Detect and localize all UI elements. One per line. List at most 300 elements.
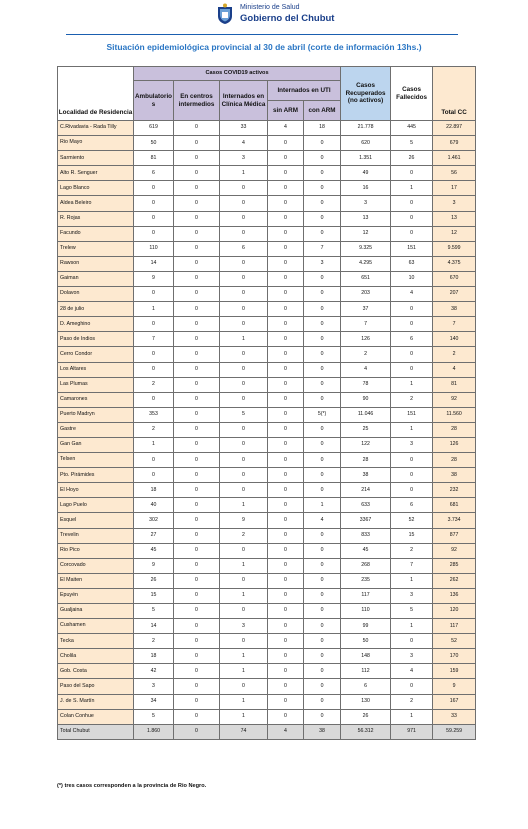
cell-intermediate: 0 [174,256,220,271]
table-row [58,151,476,166]
cell-clinic: 0 [220,256,268,271]
cell-recovered: 12 [341,226,391,241]
cell-deceased: 0 [391,166,433,181]
cell-uti-sin-arm: 0 [268,498,304,513]
cell-ambulatory: 14 [134,619,174,634]
table-row [58,437,476,452]
cell-locality: Gualjaina [58,604,134,619]
cell-uti-sin-arm: 0 [268,679,304,694]
cell-recovered: 633 [341,498,391,513]
cell-deceased: 1 [391,619,433,634]
cell-uti-con-arm: 0 [304,166,341,181]
cell-uti-sin-arm: 4 [268,121,304,136]
cell-uti-con-arm: 0 [304,468,341,483]
cell-uti-sin-arm: 0 [268,483,304,498]
cell-ambulatory: 9 [134,558,174,573]
header-con-arm: con ARM [304,101,341,121]
cell-locality: Lago Blanco [58,181,134,196]
cell-intermediate: 0 [174,634,220,649]
cell-deceased: 2 [391,694,433,709]
cell-uti-sin-arm: 0 [268,362,304,377]
cell-total-cc: 207 [433,287,476,302]
cell-uti-sin-arm: 0 [268,588,304,603]
cell-ambulatory: 18 [134,649,174,664]
cell-deceased: 3 [391,437,433,452]
table-row [58,332,476,347]
cell-uti-con-arm: 0 [304,709,341,724]
table-row [58,604,476,619]
total-row [58,724,476,739]
cell-locality: Trevelin [58,528,134,543]
cell-recovered: 25 [341,422,391,437]
cell-uti-con-arm: 0 [304,211,341,226]
cell-total-cc: 670 [433,271,476,286]
cell-uti-con-arm: 0 [304,604,341,619]
cell-intermediate: 0 [174,437,220,452]
cell-deceased: 4 [391,664,433,679]
cell-uti-con-arm: 0 [304,528,341,543]
cell-locality: Pto. Pirámides [58,468,134,483]
cell-uti-con-arm: 0 [304,362,341,377]
cell-uti-sin-arm: 0 [268,422,304,437]
cell-locality: J. de S. Martín [58,694,134,709]
cell-total-cc: 262 [433,573,476,588]
cell-locality: Rio Mayo [58,136,134,151]
table-row [58,528,476,543]
cell-deceased: 5 [391,136,433,151]
cell-clinic: 0 [220,483,268,498]
cell-clinic: 0 [220,422,268,437]
cell-ambulatory: 6 [134,166,174,181]
cell-uti-sin-arm: 0 [268,271,304,286]
cell-clinic: 0 [220,196,268,211]
cell-uti-con-arm: 0 [304,664,341,679]
cell-total-cc: 9.599 [433,241,476,256]
header-locality: Localidad de Residencia [58,67,134,121]
cell-deceased: 0 [391,453,433,468]
cell-clinic: 0 [220,392,268,407]
cell-deceased: 2 [391,392,433,407]
cell-uti-con-arm: 1 [304,498,341,513]
cell-ambulatory: 14 [134,256,174,271]
cell-clinic: 0 [220,271,268,286]
cell-ambulatory: 0 [134,453,174,468]
cell-clinic: 1 [220,709,268,724]
table-row [58,649,476,664]
cell-recovered: 90 [341,392,391,407]
cell-ambulatory: 5 [134,604,174,619]
cell-ambulatory: 5 [134,709,174,724]
table-row [58,634,476,649]
table-row [58,181,476,196]
cell-locality: C.Rivadavia - Rada Tilly [58,121,134,136]
cell-deceased: 445 [391,121,433,136]
cell-intermediate: 0 [174,498,220,513]
cell-recovered: 78 [341,377,391,392]
table-row [58,136,476,151]
cell-uti-sin-arm: 0 [268,604,304,619]
cell-uti-sin-arm: 0 [268,453,304,468]
cell-locality: 28 de julio [58,302,134,317]
cell-ambulatory: 34 [134,694,174,709]
table-row [58,226,476,241]
cell-intermediate: 0 [174,453,220,468]
cell-deceased: 0 [391,302,433,317]
cell-total-cc: 126 [433,437,476,452]
cell-recovered: 620 [341,136,391,151]
cell-recovered: 2 [341,347,391,362]
cell-ambulatory: 15 [134,588,174,603]
cell-clinic: 0 [220,468,268,483]
cell-uti-sin-arm: 0 [268,151,304,166]
cell-recovered: 235 [341,573,391,588]
cell-total-cc: 11.560 [433,407,476,422]
cell-clinic: 0 [220,362,268,377]
cell-intermediate: 0 [174,483,220,498]
cell-ambulatory: 0 [134,468,174,483]
cell-intermediate: 0 [174,468,220,483]
cell-deceased: 6 [391,498,433,513]
table-row [58,543,476,558]
table-row [58,588,476,603]
table-row [58,573,476,588]
cell-deceased: 971 [391,724,433,739]
cell-clinic: 0 [220,604,268,619]
cell-uti-con-arm: 0 [304,558,341,573]
cell-intermediate: 0 [174,136,220,151]
cell-uti-con-arm: 0 [304,679,341,694]
cell-intermediate: 0 [174,573,220,588]
cell-clinic: 74 [220,724,268,739]
header-divider [66,34,458,35]
cell-clinic: 0 [220,679,268,694]
header-deceased: Casos Fallecidos [391,67,433,121]
cell-recovered: 9.325 [341,241,391,256]
cell-uti-sin-arm: 0 [268,573,304,588]
cell-uti-con-arm: 0 [304,543,341,558]
cell-clinic: 3 [220,619,268,634]
cell-recovered: 99 [341,619,391,634]
cell-uti-sin-arm: 0 [268,619,304,634]
cell-deceased: 0 [391,347,433,362]
table-row [58,256,476,271]
cell-clinic: 33 [220,121,268,136]
cell-uti-con-arm: 0 [304,694,341,709]
cell-deceased: 52 [391,513,433,528]
cell-total-cc: 28 [433,422,476,437]
cell-total-cc: 232 [433,483,476,498]
header-intermediate-centers: En centros intermedios [174,81,220,121]
cell-clinic: 1 [220,664,268,679]
cell-ambulatory: 1 [134,302,174,317]
cell-total-cc: 285 [433,558,476,573]
cell-ambulatory: 2 [134,422,174,437]
table-row [58,302,476,317]
cell-total-cc: 159 [433,664,476,679]
cell-locality: Paso del Sapo [58,679,134,694]
cell-intermediate: 0 [174,694,220,709]
cell-uti-con-arm: 0 [304,392,341,407]
cell-intermediate: 0 [174,151,220,166]
page-title: Situación epidemiológica provincial al 30 de abril (corte de información 13hs.) [106,42,422,52]
cell-locality: Telsen [58,453,134,468]
cell-ambulatory: 1.860 [134,724,174,739]
cell-ambulatory: 3 [134,679,174,694]
cell-total-cc: 52 [433,634,476,649]
cell-locality: Aldea Beleiro [58,196,134,211]
cell-locality: Cushamen [58,619,134,634]
cell-locality: Dolavon [58,287,134,302]
cell-clinic: 0 [220,302,268,317]
cell-uti-sin-arm: 4 [268,724,304,739]
cell-deceased: 7 [391,558,433,573]
cell-locality: Las Plumas [58,377,134,392]
cell-uti-sin-arm: 0 [268,287,304,302]
cell-locality: Facundo [58,226,134,241]
cell-total-cc: 56 [433,166,476,181]
table-row [58,513,476,528]
cell-clinic: 1 [220,694,268,709]
cell-ambulatory: 81 [134,151,174,166]
table-row [58,558,476,573]
cell-ambulatory: 0 [134,347,174,362]
cell-uti-sin-arm: 0 [268,241,304,256]
cell-deceased: 5 [391,604,433,619]
cell-deceased: 1 [391,573,433,588]
cell-uti-sin-arm: 0 [268,377,304,392]
cell-ambulatory: 2 [134,634,174,649]
cell-uti-sin-arm: 0 [268,664,304,679]
cell-recovered: 268 [341,558,391,573]
table-row [58,709,476,724]
table-row [58,317,476,332]
cell-total-cc: 28 [433,453,476,468]
cell-deceased: 151 [391,407,433,422]
cell-uti-sin-arm: 0 [268,407,304,422]
cell-locality: Corcovado [58,558,134,573]
table-row [58,422,476,437]
cell-locality: Esquel [58,513,134,528]
cell-locality: Trelew [58,241,134,256]
cell-deceased: 0 [391,679,433,694]
cell-ambulatory: 0 [134,196,174,211]
cell-ambulatory: 40 [134,498,174,513]
cell-ambulatory: 50 [134,136,174,151]
cell-total-cc: 679 [433,136,476,151]
table-row [58,694,476,709]
cell-locality: Cerro Condor [58,347,134,362]
cell-deceased: 1 [391,422,433,437]
cell-intermediate: 0 [174,362,220,377]
table-row [58,468,476,483]
cell-clinic: 1 [220,649,268,664]
cell-total-cc: 681 [433,498,476,513]
cell-recovered: 126 [341,332,391,347]
cell-recovered: 7 [341,317,391,332]
cell-total-cc: 136 [433,588,476,603]
cell-locality: Colan Conhue [58,709,134,724]
cell-uti-con-arm: 0 [304,271,341,286]
cell-uti-con-arm: 0 [304,151,341,166]
cell-uti-sin-arm: 0 [268,256,304,271]
cell-recovered: 3 [341,196,391,211]
cell-deceased: 0 [391,483,433,498]
cell-recovered: 26 [341,709,391,724]
cell-locality: Tecka [58,634,134,649]
cell-total-cc: 13 [433,211,476,226]
table-row [58,271,476,286]
cell-clinic: 0 [220,573,268,588]
table-row [58,166,476,181]
cell-intermediate: 0 [174,709,220,724]
cell-uti-sin-arm: 0 [268,634,304,649]
cell-uti-con-arm: 0 [304,483,341,498]
covid-cases-table [57,66,476,740]
cell-locality: Rio Pico [58,543,134,558]
cell-locality: Rawson [58,256,134,271]
cell-deceased: 3 [391,649,433,664]
cell-total-cc: 22.897 [433,121,476,136]
cell-intermediate: 0 [174,347,220,362]
cell-uti-con-arm: 0 [304,573,341,588]
cell-uti-sin-arm: 0 [268,302,304,317]
cell-uti-sin-arm: 0 [268,543,304,558]
cell-ambulatory: 27 [134,528,174,543]
cell-uti-sin-arm: 0 [268,317,304,332]
cell-recovered: 148 [341,649,391,664]
header-ambulatory: Ambulatorios [134,81,174,121]
cell-ambulatory: 9 [134,271,174,286]
cell-deceased: 15 [391,528,433,543]
cell-clinic: 1 [220,332,268,347]
cell-locality: Sarmiento [58,151,134,166]
cell-total-cc: 4.375 [433,256,476,271]
cell-intermediate: 0 [174,407,220,422]
cell-clinic: 0 [220,347,268,362]
cell-clinic: 6 [220,241,268,256]
cell-uti-con-arm: 0 [304,181,341,196]
cell-uti-sin-arm: 0 [268,166,304,181]
cell-uti-sin-arm: 0 [268,332,304,347]
chubut-shield-icon [216,3,234,25]
cell-clinic: 9 [220,513,268,528]
cell-clinic: 0 [220,226,268,241]
cell-deceased: 2 [391,543,433,558]
cell-ambulatory: 1 [134,437,174,452]
cell-ambulatory: 0 [134,362,174,377]
table-row [58,121,476,136]
cell-uti-sin-arm: 0 [268,181,304,196]
cell-uti-sin-arm: 0 [268,347,304,362]
cell-clinic: 1 [220,558,268,573]
cell-uti-sin-arm: 0 [268,694,304,709]
cell-clinic: 0 [220,437,268,452]
cell-uti-sin-arm: 0 [268,513,304,528]
cell-clinic: 0 [220,211,268,226]
cell-intermediate: 0 [174,422,220,437]
cell-clinic: 1 [220,498,268,513]
cell-total-cc: 17 [433,181,476,196]
cell-intermediate: 0 [174,528,220,543]
cell-locality: Paso de Indios [58,332,134,347]
cell-uti-sin-arm: 0 [268,709,304,724]
cell-deceased: 0 [391,634,433,649]
cell-uti-sin-arm: 0 [268,211,304,226]
cell-intermediate: 0 [174,317,220,332]
cell-recovered: 651 [341,271,391,286]
cell-deceased: 1 [391,709,433,724]
cell-clinic: 4 [220,136,268,151]
cell-deceased: 1 [391,377,433,392]
table-row [58,619,476,634]
cell-deceased: 0 [391,317,433,332]
cell-recovered: 13 [341,211,391,226]
cell-total-cc: 167 [433,694,476,709]
cell-locality: Lago Puelo [58,498,134,513]
cell-uti-con-arm: 0 [304,196,341,211]
cell-locality: Gan Gan [58,437,134,452]
cell-locality: Camarones [58,392,134,407]
cell-ambulatory: 18 [134,483,174,498]
cell-recovered: 50 [341,634,391,649]
cell-recovered: 203 [341,287,391,302]
cell-clinic: 3 [220,151,268,166]
cell-uti-con-arm: 18 [304,121,341,136]
cell-recovered: 4 [341,362,391,377]
cell-recovered: 45 [341,543,391,558]
cell-uti-con-arm: 0 [304,317,341,332]
cell-recovered: 1.351 [341,151,391,166]
cell-recovered: 37 [341,302,391,317]
header-active-cases: Casos COVID19 activos [134,67,341,81]
cell-locality: Cholila [58,649,134,664]
cell-locality: El Maiten [58,573,134,588]
table-row [58,347,476,362]
cell-total-cc: 33 [433,709,476,724]
cell-total-cc: 92 [433,543,476,558]
cell-locality: El Hoyo [58,483,134,498]
cell-intermediate: 0 [174,241,220,256]
cell-recovered: 117 [341,588,391,603]
cell-uti-con-arm: 0 [304,332,341,347]
cell-locality: Epuyén [58,588,134,603]
cell-clinic: 0 [220,453,268,468]
cell-ambulatory: 0 [134,392,174,407]
cell-recovered: 3367 [341,513,391,528]
cell-total-cc: 4 [433,362,476,377]
cell-uti-con-arm: 0 [304,136,341,151]
cell-locality: Gob. Costa [58,664,134,679]
cell-intermediate: 0 [174,649,220,664]
cell-intermediate: 0 [174,287,220,302]
cell-deceased: 26 [391,151,433,166]
cell-ambulatory: 0 [134,317,174,332]
cell-uti-sin-arm: 0 [268,528,304,543]
table-row [58,377,476,392]
cell-uti-con-arm: 0 [304,347,341,362]
cell-uti-con-arm: 5(*) [304,407,341,422]
cell-total-cc: 170 [433,649,476,664]
table-row [58,211,476,226]
cell-uti-con-arm: 0 [304,649,341,664]
table-row [58,498,476,513]
cell-clinic: 0 [220,377,268,392]
cell-uti-con-arm: 4 [304,513,341,528]
cell-clinic: 0 [220,287,268,302]
cell-recovered: 16 [341,181,391,196]
footnote: (*) tres casos corresponden a la provincia de Rio Negro. [57,783,207,789]
cell-clinic: 1 [220,588,268,603]
